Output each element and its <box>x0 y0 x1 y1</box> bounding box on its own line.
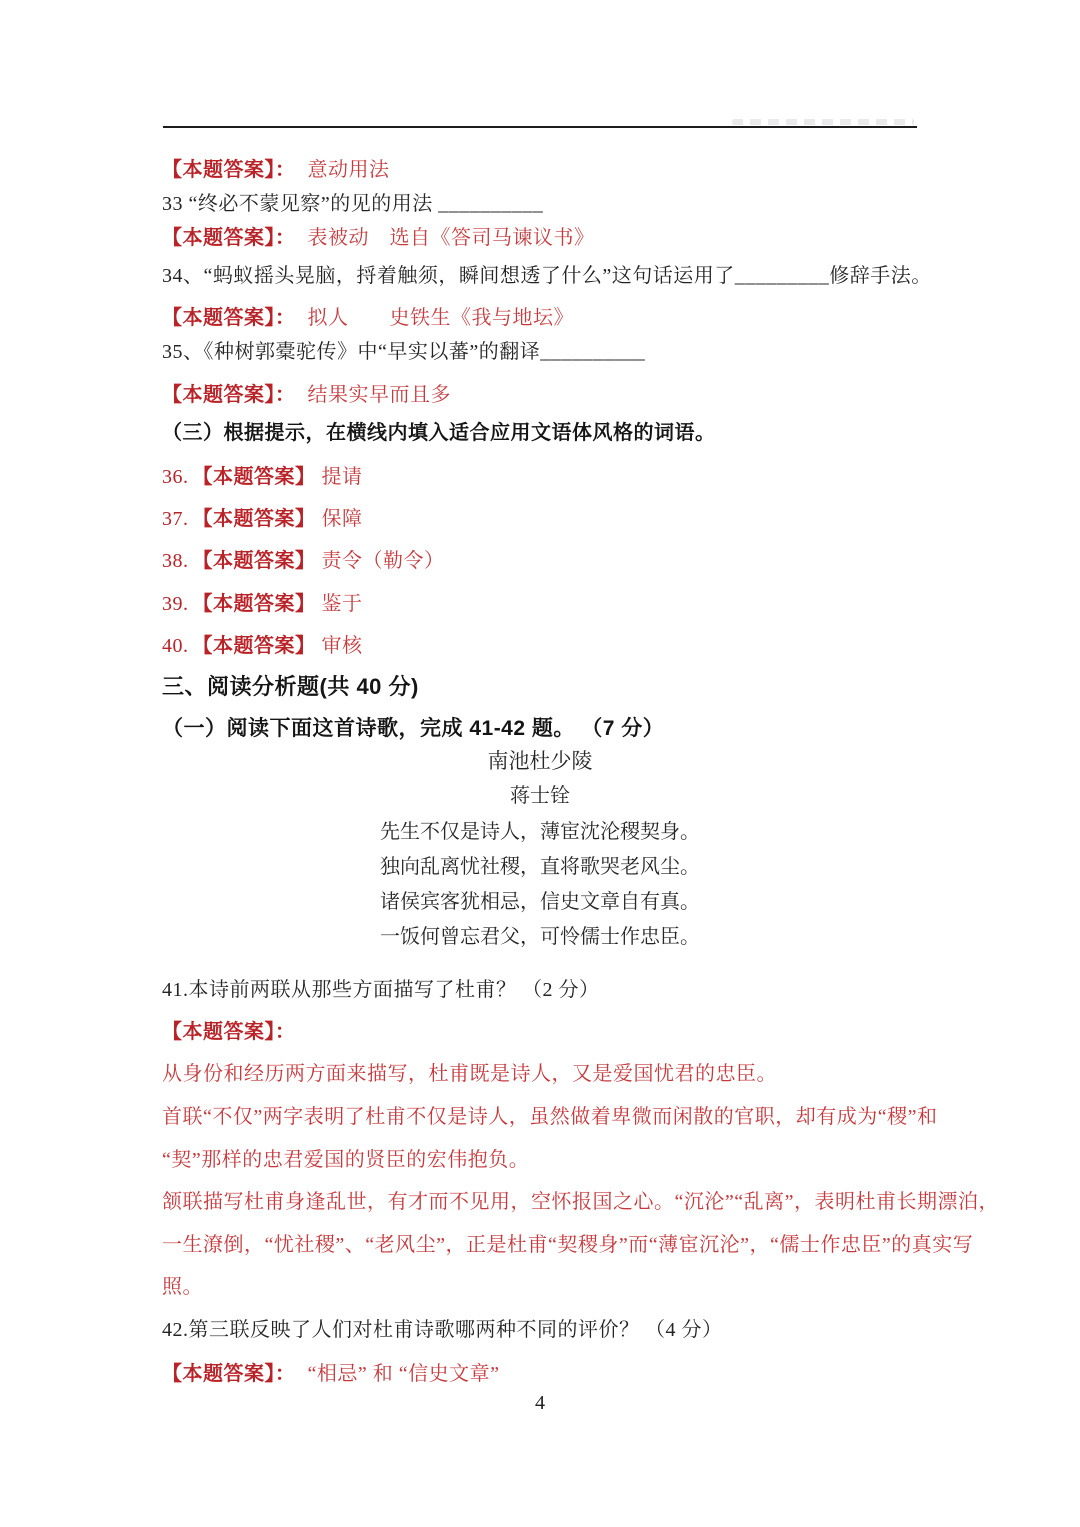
answer-text: “相忌” 和 “信史文章” <box>307 1363 500 1385</box>
answer-label: 【本题答案】 <box>192 593 316 615</box>
answer-line-38 <box>162 548 445 574</box>
answer-number: 37. <box>162 508 189 530</box>
answer-text: 责令（勒令） <box>321 550 445 572</box>
answer-label: 【本题答案】： <box>162 159 296 181</box>
answer-41-paragraph-1: 从身份和经历两方面来描写，杜甫既是诗人，又是爱国忧君的忠臣。 <box>162 1063 777 1085</box>
question-41: 41.本诗前两联从那些方面描写了杜甫？ （2 分） <box>162 979 600 1001</box>
answer-label: 【本题答案】 <box>192 550 316 572</box>
answer-text: 表被动 选自《答司马谏议书》 <box>307 227 595 249</box>
poem-author: 蒋士铨 <box>510 785 570 807</box>
answer-line-33 <box>162 225 595 251</box>
poem-verse-2: 独向乱离忧社稷，直将歌哭老风尘。 <box>380 856 700 878</box>
answer-number: 36. <box>162 466 189 488</box>
answer-41-paragraph-5: 一生潦倒，“忧社稷”、“老风尘”，正是杜甫“契稷身”而“薄宦沉沦”，“儒士作忠臣”的真实写 <box>162 1234 974 1256</box>
answer-label: 【本题答案】： <box>162 1363 296 1385</box>
answer-line-36 <box>162 464 363 490</box>
answer-line-32 <box>162 157 390 183</box>
answer-label: 【本题答案】： <box>162 1021 296 1043</box>
section-heading-3: （三）根据提示，在横线内填入适合应用文语体风格的词语。 <box>162 422 716 444</box>
answer-line-39 <box>162 591 363 617</box>
answer-label: 【本题答案】： <box>162 227 296 249</box>
subsection-heading-poem: （一）阅读下面这首诗歌，完成 41-42 题。 （7 分） <box>162 717 665 740</box>
horizontal-rule <box>163 126 917 128</box>
poem-verse-3: 诸侯宾客犹相忌，信史文章自有真。 <box>380 891 700 913</box>
answer-text: 结果实早而且多 <box>307 384 451 406</box>
answer-label: 【本题答案】 <box>192 508 316 530</box>
question-33: 33 “终必不蒙见察”的见的用法 __________ <box>162 193 544 215</box>
question-35: 35、《种树郭橐驼传》中“早实以蕃”的翻译__________ <box>162 341 646 363</box>
question-34: 34、“蚂蚁摇头晃脑，捋着触须，瞬间想透了什么”这句话运用了_________修辞手法。 <box>162 265 932 287</box>
answer-text: 拟人 史铁生《我与地坛》 <box>307 307 574 329</box>
answer-text: 保障 <box>321 508 363 530</box>
answer-line-34 <box>162 305 574 331</box>
answer-label: 【本题答案】 <box>192 466 316 488</box>
answer-label: 【本题答案】： <box>162 307 296 329</box>
scan-noise-artifact <box>732 119 914 125</box>
poem-title: 南池杜少陵 <box>487 749 593 773</box>
answer-label-41 <box>162 1019 296 1045</box>
answer-41-paragraph-3: “契”那样的忠君爱国的贤臣的宏伟抱负。 <box>162 1149 530 1171</box>
answer-number: 40. <box>162 635 189 657</box>
answer-label: 【本题答案】 <box>192 635 316 657</box>
answer-number: 39. <box>162 593 189 615</box>
answer-text: 审核 <box>321 635 363 657</box>
answer-41-paragraph-2: 首联“不仅”两字表明了杜甫不仅是诗人，虽然做着卑微而闲散的官职，却有成为“稷”和 <box>162 1106 938 1128</box>
answer-line-40 <box>162 633 363 659</box>
answer-line-37 <box>162 506 363 532</box>
answer-text: 提请 <box>321 466 363 488</box>
section-heading-reading: 三、阅读分析题(共 40 分) <box>162 674 419 699</box>
answer-text: 鉴于 <box>321 593 363 615</box>
answer-number: 38. <box>162 550 189 572</box>
answer-41-paragraph-6: 照。 <box>162 1276 203 1298</box>
answer-text: 意动用法 <box>307 159 390 181</box>
answer-line-42 <box>162 1361 500 1387</box>
poem-verse-1: 先生不仅是诗人，薄宦沈沦稷契身。 <box>380 821 700 843</box>
answer-41-paragraph-4: 颔联描写杜甫身逢乱世，有才而不见用，空怀报国之心。“沉沦”“乱离”，表明杜甫长期漂泊， <box>162 1191 1000 1213</box>
page-number: 4 <box>535 1392 545 1414</box>
question-42: 42.第三联反映了人们对杜甫诗歌哪两种不同的评价？ （4 分） <box>162 1319 723 1341</box>
poem-verse-4: 一饭何曾忘君父，可怜儒士作忠臣。 <box>380 926 700 948</box>
answer-label: 【本题答案】： <box>162 384 296 406</box>
answer-line-35 <box>162 382 451 408</box>
